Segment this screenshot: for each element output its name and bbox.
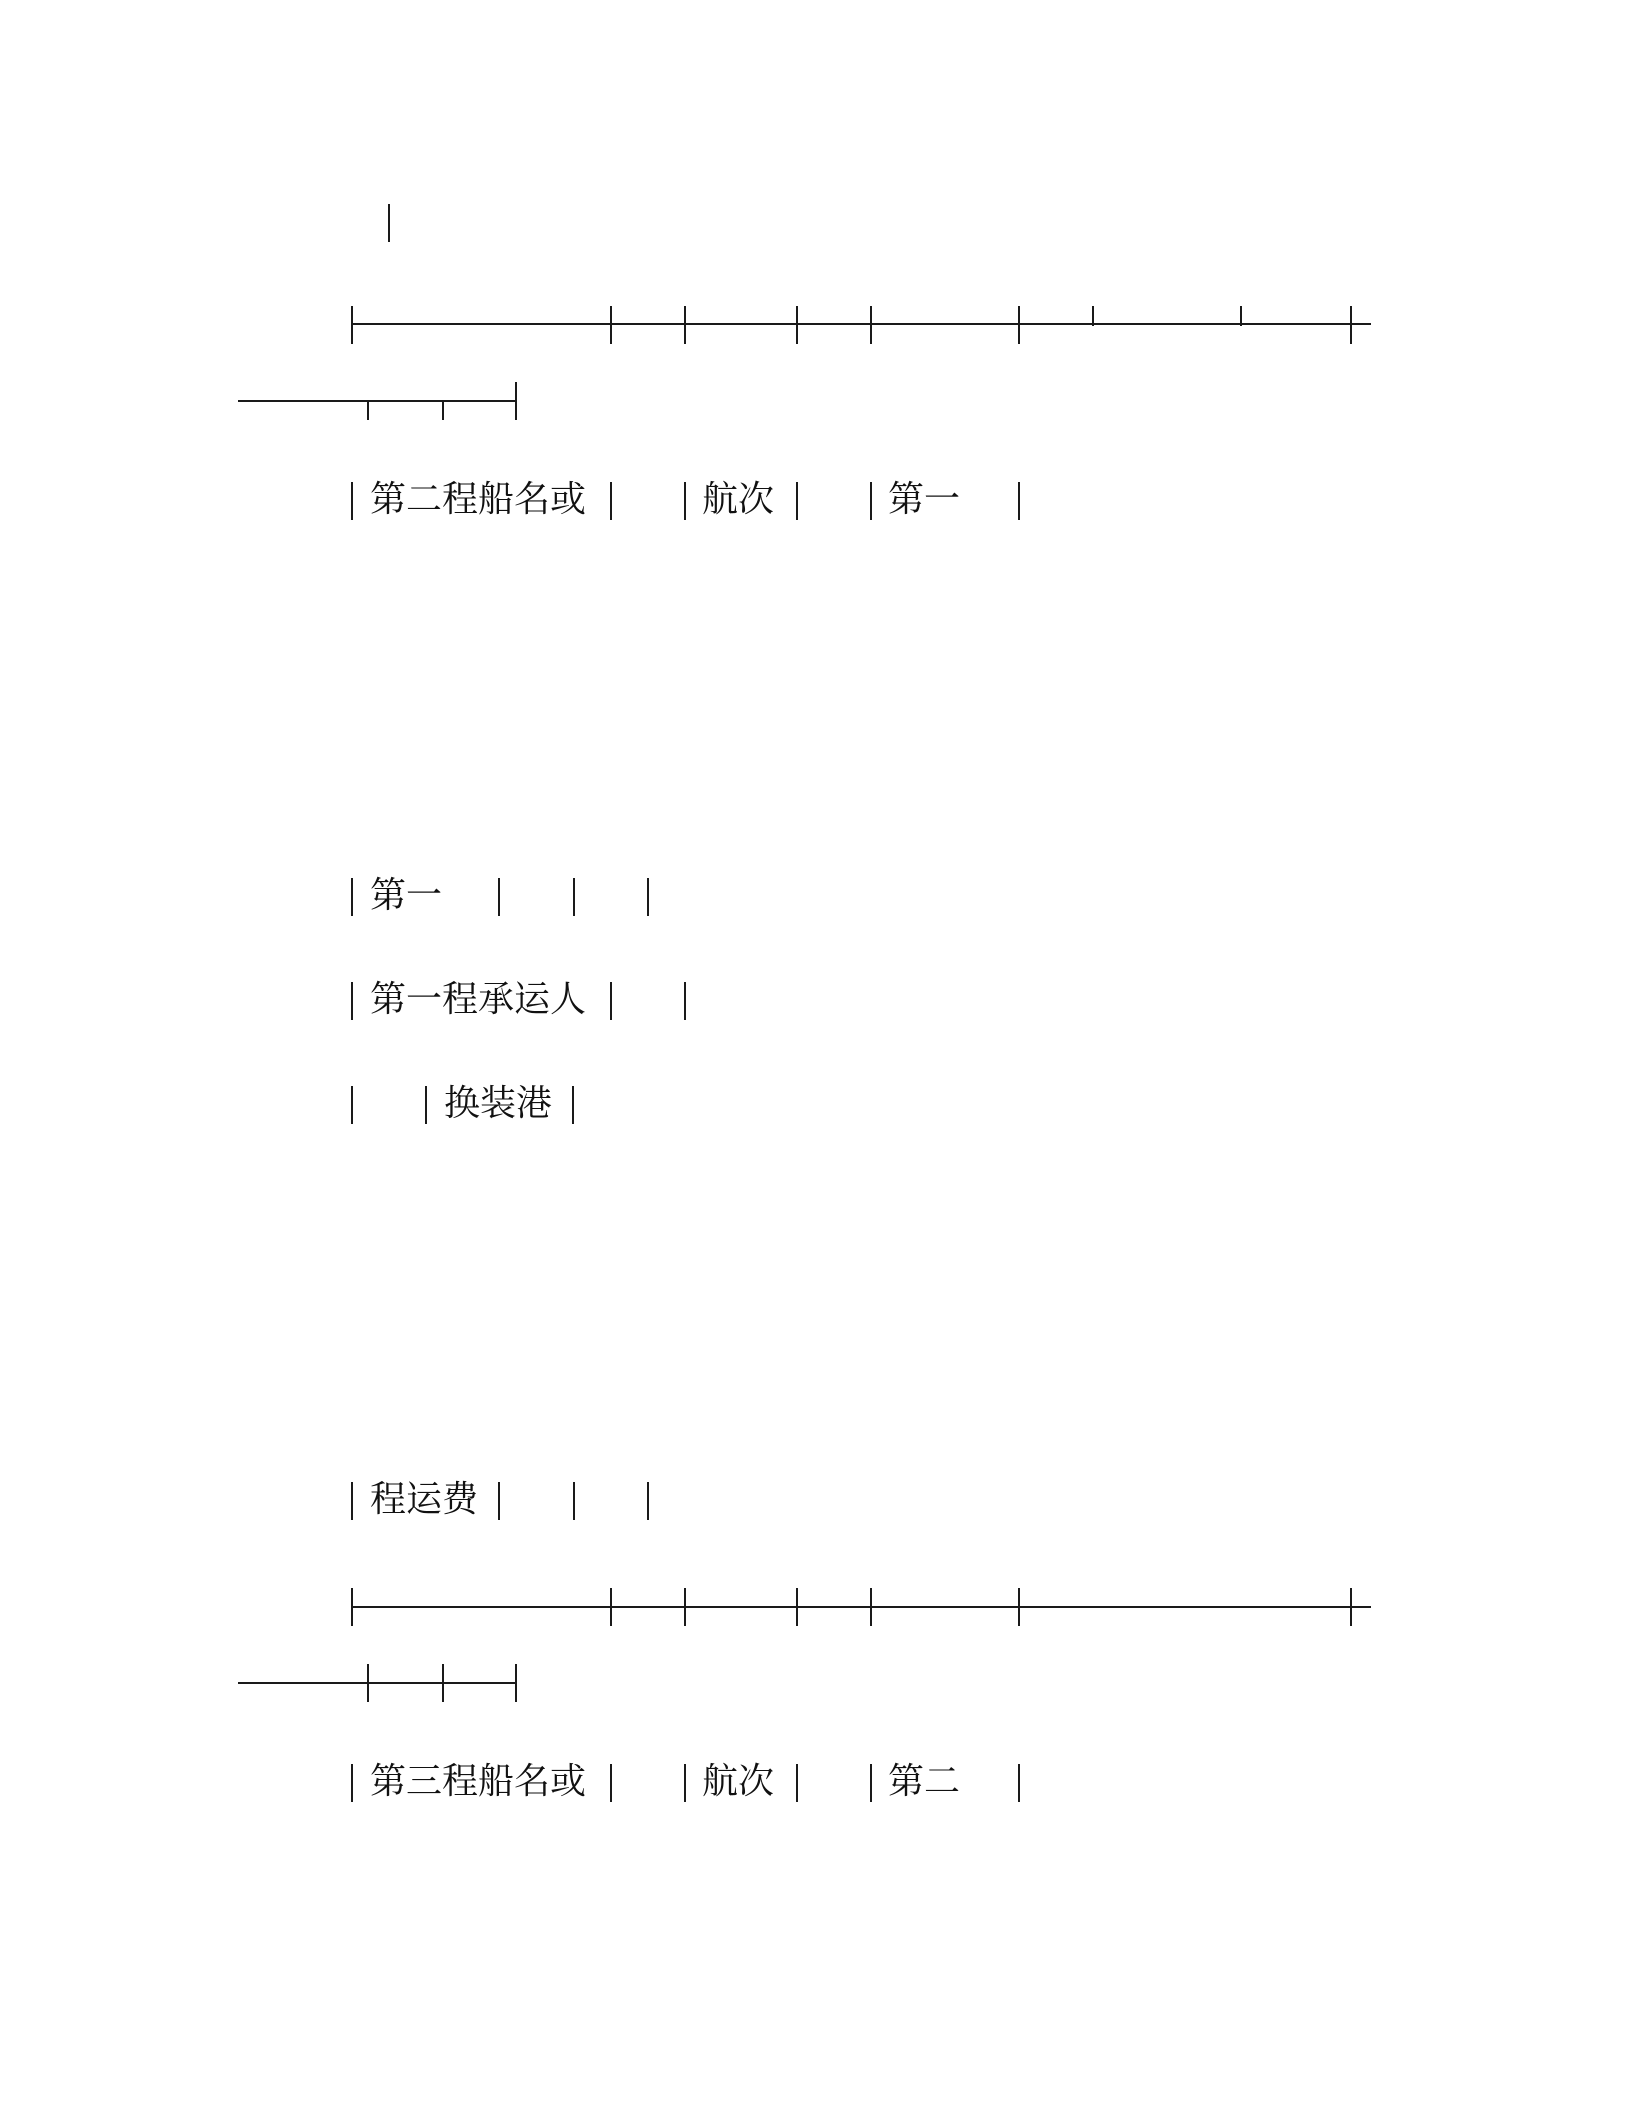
cell-divider: [684, 1764, 686, 1802]
cell-divider: [498, 1482, 500, 1520]
transshipment-port-label: 换装港: [444, 1083, 553, 1124]
table-rule: [351, 323, 1371, 325]
cell-divider: [351, 306, 353, 344]
cell-divider: [684, 482, 686, 520]
cell-divider: [351, 982, 353, 1020]
cell-divider: [647, 878, 649, 916]
cell-divider: [870, 1588, 872, 1626]
cell-divider: [498, 878, 500, 916]
cell-divider: [647, 1482, 649, 1520]
cell-divider: [425, 1086, 427, 1124]
freight-label: 程运费: [370, 1479, 479, 1520]
cell-divider: [870, 482, 872, 520]
cell-divider: [796, 482, 798, 520]
cell-divider: [1092, 306, 1094, 326]
cell-divider: [684, 306, 686, 344]
cell-divider: [367, 400, 369, 420]
cell-divider: [1240, 306, 1242, 326]
cell-divider: [610, 482, 612, 520]
cell-divider: [351, 1588, 353, 1626]
cell-divider: [442, 400, 444, 420]
cell-divider: [610, 1588, 612, 1626]
cell-divider: [351, 1482, 353, 1520]
voyage-label: 航次: [702, 1761, 775, 1802]
cell-divider: [351, 1764, 353, 1802]
second-vessel-label: 第二程船名或: [370, 479, 587, 520]
cell-divider: [1350, 306, 1352, 344]
cell-divider: [684, 1588, 686, 1626]
table-rule: [238, 1682, 516, 1684]
cell-divider: [610, 306, 612, 344]
cell-divider: [1018, 306, 1020, 344]
first-carrier-label: 第一程承运人: [370, 979, 587, 1020]
cell-divider: [684, 982, 686, 1020]
cell-divider: [351, 482, 353, 520]
cell-divider: [1018, 1764, 1020, 1802]
leg-label: 第二: [888, 1761, 961, 1802]
cell-divider: [796, 1764, 798, 1802]
cell-divider: [610, 1764, 612, 1802]
cell-divider: [388, 204, 390, 242]
cell-divider: [870, 306, 872, 344]
cell-divider: [442, 1664, 444, 1702]
cell-divider: [351, 1086, 353, 1124]
cell-divider: [870, 1764, 872, 1802]
third-vessel-label: 第三程船名或: [370, 1761, 587, 1802]
table-rule: [351, 1606, 1371, 1608]
cell-divider: [1018, 482, 1020, 520]
cell-divider: [573, 878, 575, 916]
cell-divider: [515, 1664, 517, 1702]
cell-divider: [1018, 1588, 1020, 1626]
cell-divider: [367, 1664, 369, 1702]
voyage-label: 航次: [702, 479, 775, 520]
cell-divider: [351, 878, 353, 916]
leg-label: 第一: [888, 479, 961, 520]
cell-divider: [515, 382, 517, 420]
cell-divider: [572, 1086, 574, 1124]
cell-divider: [1350, 1588, 1352, 1626]
cell-divider: [573, 1482, 575, 1520]
cell-divider: [796, 1588, 798, 1626]
table-rule: [238, 400, 516, 402]
first-leg-label: 第一: [370, 875, 443, 916]
cell-divider: [610, 982, 612, 1020]
cell-divider: [796, 306, 798, 344]
